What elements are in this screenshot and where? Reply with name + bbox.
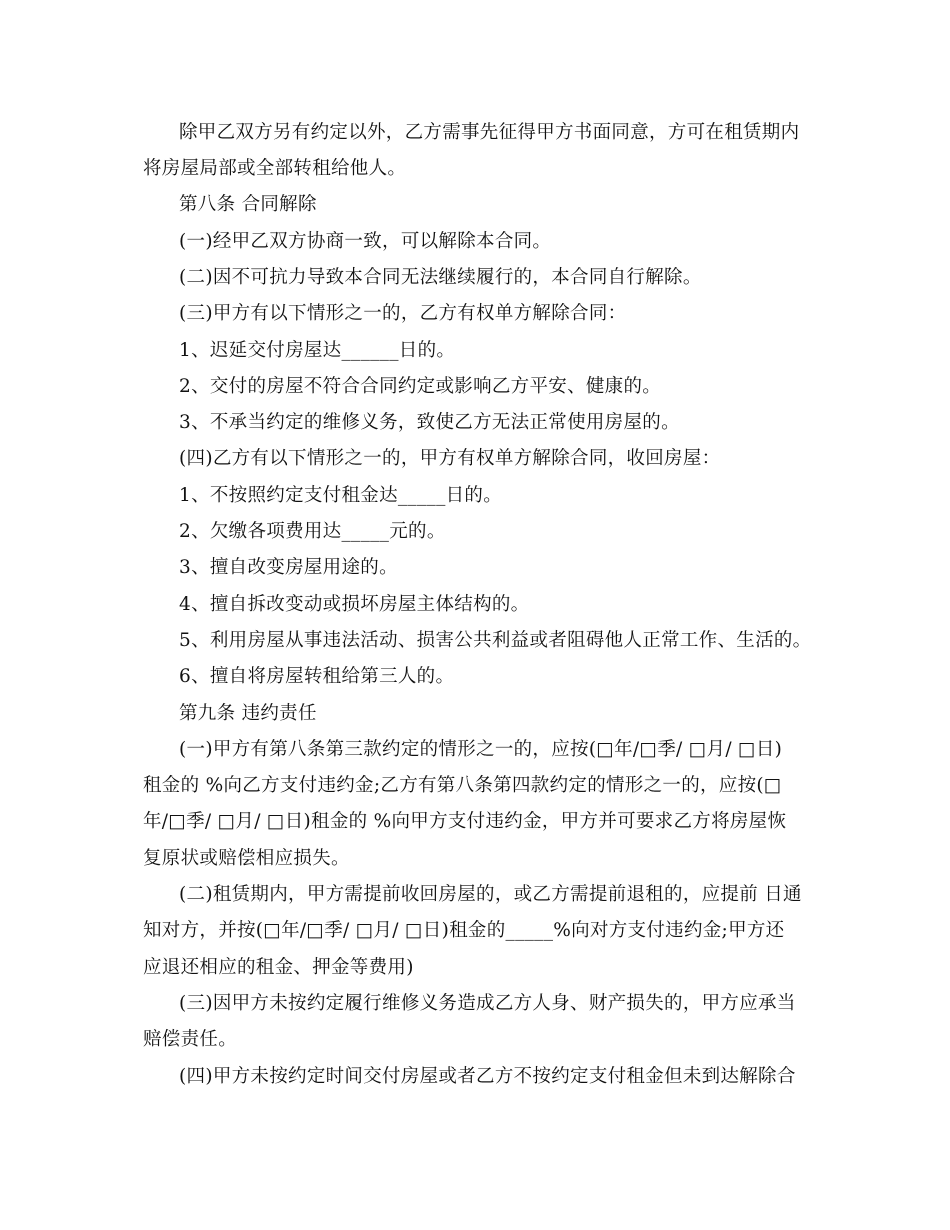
list-item: 2、欠缴各项费用达_____元的。 (179, 521, 446, 542)
list-item: 3、不承当约定的维修义务，致使乙方无法正常使用房屋的。 (179, 412, 680, 433)
list-item: 4、擅自拆改变动或损坏房屋主体结构的。 (179, 594, 530, 615)
paragraph-line: 将房屋局部或全部转租给他人。 (143, 158, 407, 179)
list-item: 2、交付的房屋不符合合同约定或影响乙方平安、健康的。 (179, 376, 662, 397)
article-heading: 第八条 合同解除 (179, 194, 317, 215)
clause-line: (一)经甲乙双方协商一致，可以解除本合同。 (179, 231, 552, 252)
clause-line: (二)因不可抗力导致本合同无法继续履行的，本合同自行解除。 (179, 267, 702, 288)
article-heading: 第九条 违约责任 (179, 703, 317, 724)
clause-line: (四)乙方有以下情形之一的，甲方有权单方解除合同，收回房屋： (179, 448, 721, 469)
clause-line: 应退还相应的租金、押金等费用) (143, 957, 414, 978)
clause-line: 赔偿责任。 (143, 1029, 238, 1050)
clause-line: 年/□季/ □月/ □日)租金的 %向甲方支付违约金，甲方并可要求乙方将房屋恢 (143, 811, 787, 832)
clause-line: (四)甲方未按约定时间交付房屋或者乙方不按约定支付租金但未到达解除合 (179, 1066, 796, 1087)
list-item: 6、擅自将房屋转租给第三人的。 (179, 666, 455, 687)
clause-line: 知对方，并按(□年/□季/ □月/ □日)租金的_____%向对方支付违约金;甲方还 (143, 920, 785, 941)
clause-line: (三)甲方有以下情形之一的，乙方有权单方解除合同： (179, 303, 627, 324)
clause-line: (三)因甲方未按约定履行维修义务造成乙方人身、财产损失的，甲方应承当 (179, 993, 796, 1014)
clause-line: (二)租赁期内，甲方需提前收回房屋的，或乙方需提前退租的，应提前 日通 (179, 884, 802, 905)
list-item: 1、迟延交付房屋达______日的。 (179, 340, 456, 361)
clause-line: (一)甲方有第八条第三款约定的情形之一的，应按(□年/□季/ □月/ □日) (179, 739, 783, 760)
list-item: 5、利用房屋从事违法活动、损害公共利益或者阻碍他人正常工作、生活的。 (179, 630, 812, 651)
paragraph-line: 除甲乙双方另有约定以外，乙方需事先征得甲方书面同意，方可在租赁期内 (179, 122, 800, 143)
clause-line: 复原状或赔偿相应损失。 (143, 848, 350, 869)
clause-line: 租金的 %向乙方支付违约金;乙方有第八条第四款约定的情形之一的，应按(□ (143, 775, 782, 796)
list-item: 3、擅自改变房屋用途的。 (179, 557, 398, 578)
list-item: 1、不按照约定支付租金达_____日的。 (179, 485, 503, 506)
